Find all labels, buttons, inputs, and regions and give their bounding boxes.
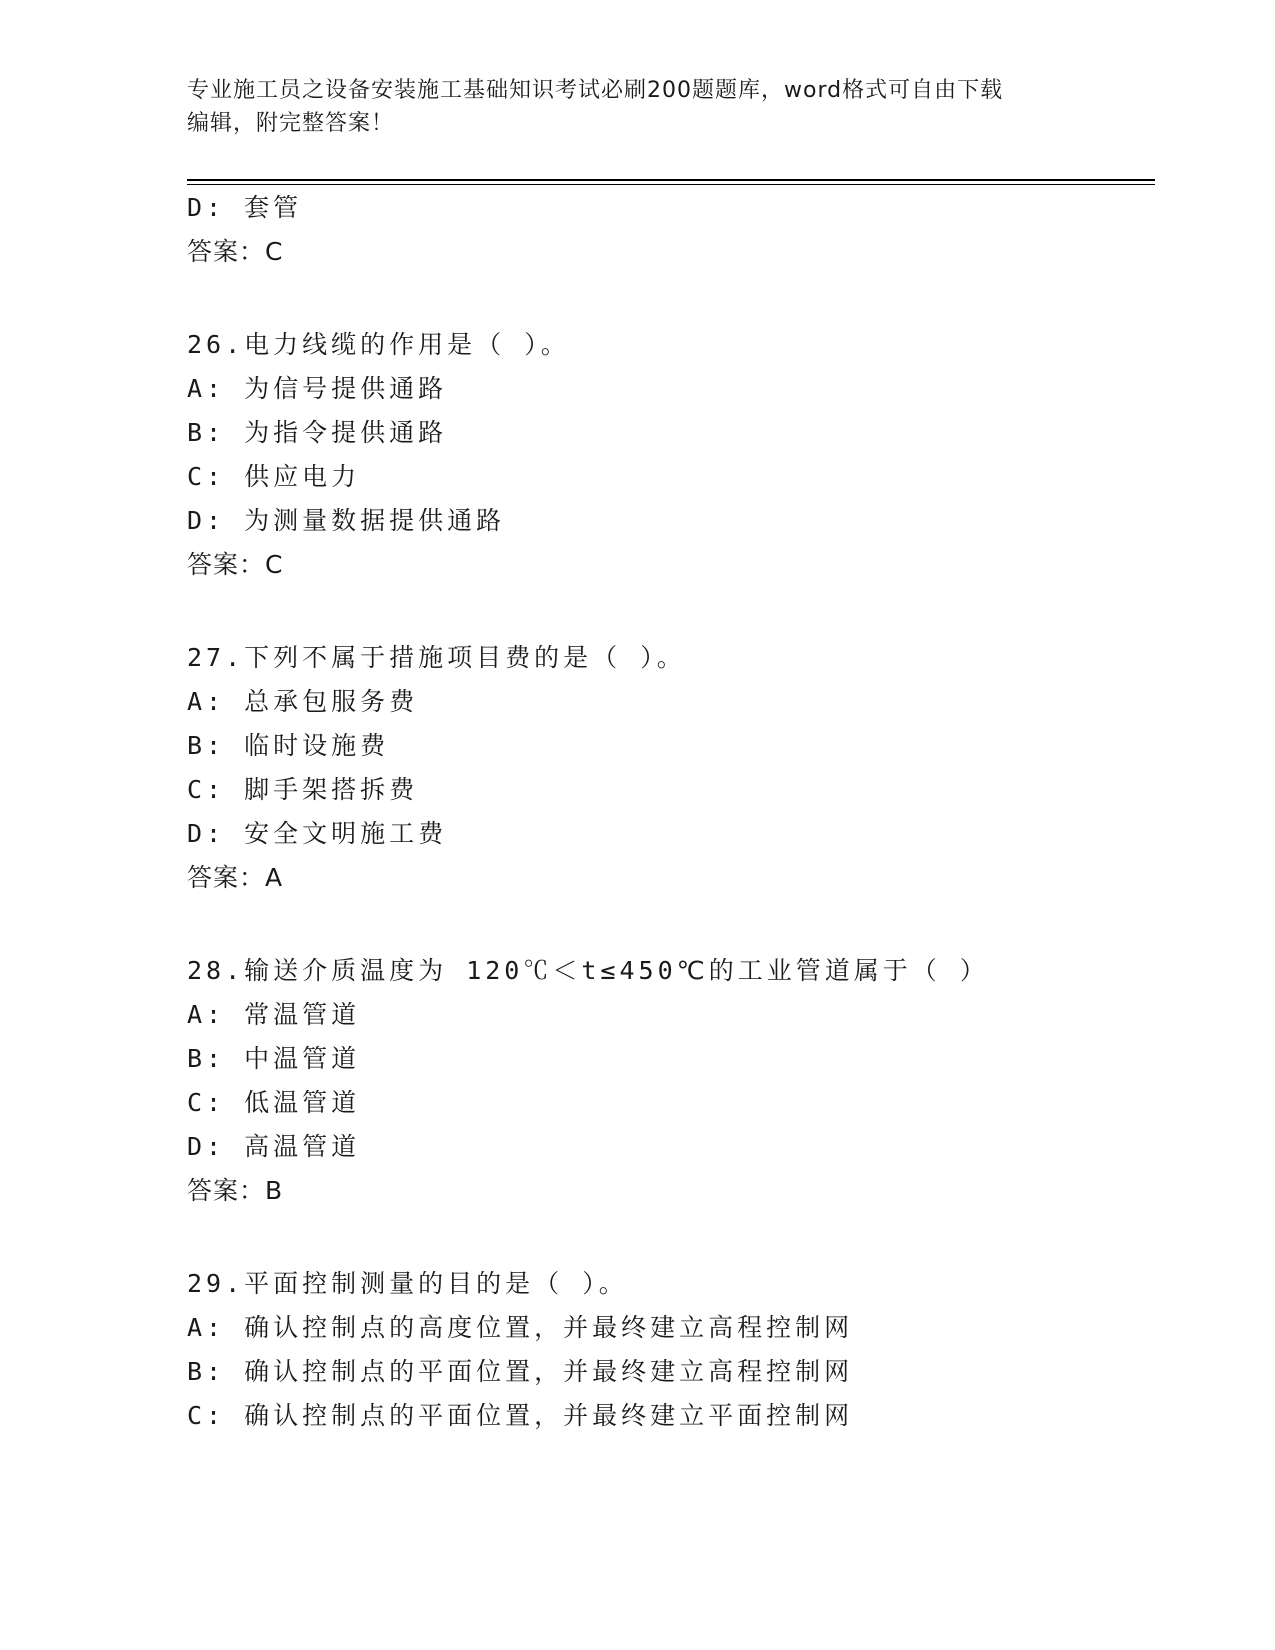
q29-option-a: A: 确认控制点的高度位置，并最终建立高程控制网 xyxy=(187,1313,854,1342)
header-line-2: 编辑，附完整答案！ xyxy=(187,111,395,136)
q26-answer: 答案：C xyxy=(187,550,284,579)
q27-option-c: C: 脚手架搭拆费 xyxy=(187,775,419,804)
q28-option-a: A: 常温管道 xyxy=(187,1000,361,1029)
header-divider-thick xyxy=(187,179,1155,181)
q28-option-d: D: 高温管道 xyxy=(187,1132,361,1161)
q29-option-b: B: 确认控制点的平面位置，并最终建立高程控制网 xyxy=(187,1357,854,1386)
header-line-1: 专业施工员之设备安装施工基础知识考试必刷200题题库，word格式可自由下载 xyxy=(187,78,1004,103)
header-divider-thin xyxy=(187,184,1155,185)
q25-answer: 答案：C xyxy=(187,237,284,266)
q26-option-b: B: 为指令提供通路 xyxy=(187,418,448,447)
q27-answer: 答案：A xyxy=(187,863,284,892)
q28-option-b: B: 中温管道 xyxy=(187,1044,361,1073)
q28-option-c: C: 低温管道 xyxy=(187,1088,361,1117)
q29-option-c: C: 确认控制点的平面位置，并最终建立平面控制网 xyxy=(187,1401,854,1430)
q29-question: 29.平面控制测量的目的是（ ）。 xyxy=(187,1269,628,1298)
document-header xyxy=(187,74,1067,140)
q27-option-d: D: 安全文明施工费 xyxy=(187,819,448,848)
q26-option-c: C: 供应电力 xyxy=(187,462,361,491)
q27-question: 27.下列不属于措施项目费的是（ ）。 xyxy=(187,643,686,672)
q27-option-b: B: 临时设施费 xyxy=(187,731,390,760)
q26-option-a: A: 为信号提供通路 xyxy=(187,374,448,403)
q27-option-a: A: 总承包服务费 xyxy=(187,687,419,716)
q28-answer: 答案：B xyxy=(187,1176,284,1205)
q26-question: 26.电力线缆的作用是（ ）。 xyxy=(187,330,570,359)
q28-question: 28.输送介质温度为 120℃＜t≤450℃的工业管道属于（ ） xyxy=(187,956,989,985)
q25-option-d: D: 套管 xyxy=(187,193,303,222)
q26-option-d: D: 为测量数据提供通路 xyxy=(187,506,506,535)
